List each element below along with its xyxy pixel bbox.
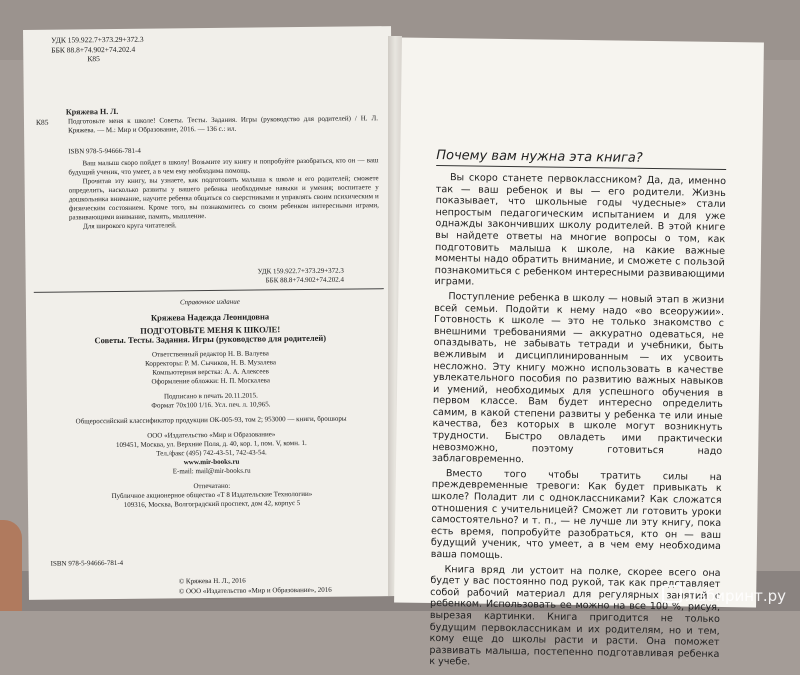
body-paragraph: Книга вряд ли устоит на полке, скорее всего она будет у вас постоянно под рукой, так как представляет собой рабочий материал для регулярных занятий с ребенком. Использовать ее можно на все 100 %, рисуя, вырезая картинки. Книга пригодится не только будущим первоклассникам и их родителям, но и тем, кому еще до школы расти и расти. Она поможет развивать малыша, постепенно подготавливая ребенка к учебе. [429, 563, 721, 668]
udk-right-block [258, 267, 345, 286]
print-line: Формат 70x100 1/16. Усл. печ. л. 10,965. [151, 400, 271, 410]
k85-mark: К85 [35, 117, 49, 127]
left-page [23, 26, 397, 600]
copyright-line: © Кряжева Н. Л., 2016 [178, 576, 246, 586]
publisher-line: ООО «Издательство «Мир и Образование» [147, 430, 276, 440]
labirint-logo-icon [662, 585, 682, 603]
watermark-text: Лабиринт.ру [685, 587, 786, 605]
abstract-paragraph: Для широкого круга читателей. [83, 221, 177, 231]
classifier: Общероссийский классификатор продукции ОК-005-93, том 2; 953000 — книги, брошюры [75, 414, 347, 426]
finger [0, 520, 22, 611]
copyright-line: © ООО «Издательство «Мир и Образование», 2016 [178, 585, 332, 596]
abstract-paragraph: Прочитав эту книгу, вы узнаете, как подготовить малыша к школе и его родителей; сможете определить, насколько развиты у вашего ребенка необходимые навыки и умения; воспитаете у дошкольника внимание, научите ребенка общаться со сверстниками и управлять своим психическим и физическим состоянием. Кроме того, вы познакомитесь со своим ребенком интересными играми, развивающими внимание, память, мышление. [68, 174, 379, 222]
print-info [27, 390, 395, 412]
author-sign: К85 [87, 54, 100, 64]
right-page [394, 38, 764, 668]
body-paragraph: Вы скоро станете первоклассником? Да, да, именно так — ваш ребенок и вы — его родители. Жизнь показывает, что школьные годы чудесные» стали непростым педагогическим испытанием и для уже однажды закончивших школу родителей. В этой книге вы найдете ответы на многие вопросы о том, как подготовить малыша к школе, на какие важные моменты надо обратить внимание, и сможете с пользой познакомиться с ребенком интересными развивающими играми. [434, 172, 727, 288]
udk-block [51, 35, 144, 64]
publisher-info [27, 429, 395, 478]
book-subtitle: Советы. Тесты. Задания. Игры (руководство для родителей) [94, 332, 327, 346]
publisher-email: E-mail: mail@mir-books.ru [172, 466, 251, 476]
divider [34, 288, 384, 293]
printed-by [28, 480, 396, 511]
body-paragraph: Поступление ребенка в школу — новый этап в жизни всей семьи. Подойти к нему надо «во всеоружии». Готовность к школе — это не только знакомство с внешними требованиями — аккуратно одеваться, не опаздывать, не забывать тетради и учебники, быть вежливым и дисциплинированным — их усвоить несложно. Эту книгу можно использовать в качестве увлекательного пособия по развитию важных навыков и умений, необходимых для успешного обучения в первом классе. Вам будет интересно определить самим, в какой степени развиты у ребенка те или иные качества, без которых в школе могут возникнуть трудности. Быстро овладеть ими практически невозможно, поэтому готовиться надо заблаговременно. [432, 291, 725, 466]
printed-by-line: Отпечатано: [193, 481, 231, 491]
credit-line: Корректоры: Р. М. Сычиков, Н. В. Музалева [145, 358, 277, 368]
bbk-line: ББК 88.8+74.902+74.202.4 [51, 44, 136, 55]
chapter-heading: Почему вам нужна эта книга? [436, 148, 726, 170]
edition-type: Справочное издание [179, 297, 240, 307]
udk-line: УДК 159.922.7+373.29+372.3 [257, 266, 344, 276]
body-paragraph: Вместо того чтобы тратить силы на преждевременные тревоги: Как будет привыкать к школе? Поладит ли с одноклассниками? Как сложатся отношения с учительницей? Сможет ли готовить уроки самостоятельно? и т. п., — не лучше ли эту книгу, пока есть время, попробуйте разобраться, кто он — ваш будущий ученик, что умеет, а в чем ему необходима ваша помощь. [430, 468, 722, 561]
abstract [68, 156, 379, 231]
printed-by-line: Публичное акционерное общество «Т 8 Издательские Технологии» [111, 489, 313, 501]
bbk-line: ББК 88.8+74.902+74.202.4 [265, 275, 345, 285]
credit-line: Ответственный редактор Н. В. Валуева [151, 349, 269, 359]
udk-line: УДК 159.922.7+373.29+372.3 [51, 34, 144, 45]
isbn-bottom: ISBN 978-5-94666-781-4 [50, 558, 124, 568]
publisher-website: www.mir-books.ru [183, 457, 240, 467]
author-short: Кряжева Н. Л. [65, 106, 119, 117]
imprint [26, 296, 396, 517]
publisher-line: Тел./факс (495) 742-43-51, 742-43-54. [156, 448, 267, 458]
catalog-entry: Подготовьте меня к школе! Советы. Тесты. Задания. Игры (руководство для родителей) / Н. Л. Кряжева. — М.: Мир и Образование, 2016. — 136 с.: ил. [67, 114, 379, 135]
isbn-top: ISBN 978-5-94666-781-4 [68, 146, 141, 156]
abstract-paragraph: Ваш малыш скоро пойдет в школу! Возьмите эту книгу и попробуйте разобраться, кто он — ваш будущий ученик, что умеет, а в чем ему необходима помощь. [68, 156, 379, 177]
author-full: Кряжева Надежда Леонидовна [150, 311, 270, 323]
publisher-line: 109451, Москва, ул. Верхние Поля, д. 40, кор. 1, пом. V, комн. 1. [115, 438, 307, 449]
printed-by-line: 109316, Москва, Волгоградский проспект, дом 42, корпус 5 [123, 499, 301, 509]
credit-line: Оформление обложки: Н. П. Москалева [151, 376, 271, 386]
credits [26, 348, 394, 388]
credit-line: Компьютерная верстка: А. А. Алексеев [152, 367, 269, 377]
copyright [179, 575, 332, 597]
watermark [662, 585, 786, 605]
book-title: ПОДГОТОВЬТЕ МЕНЯ К ШКОЛЕ! [140, 324, 281, 336]
print-line: Подписано в печать 20.11.2015. [163, 391, 258, 401]
